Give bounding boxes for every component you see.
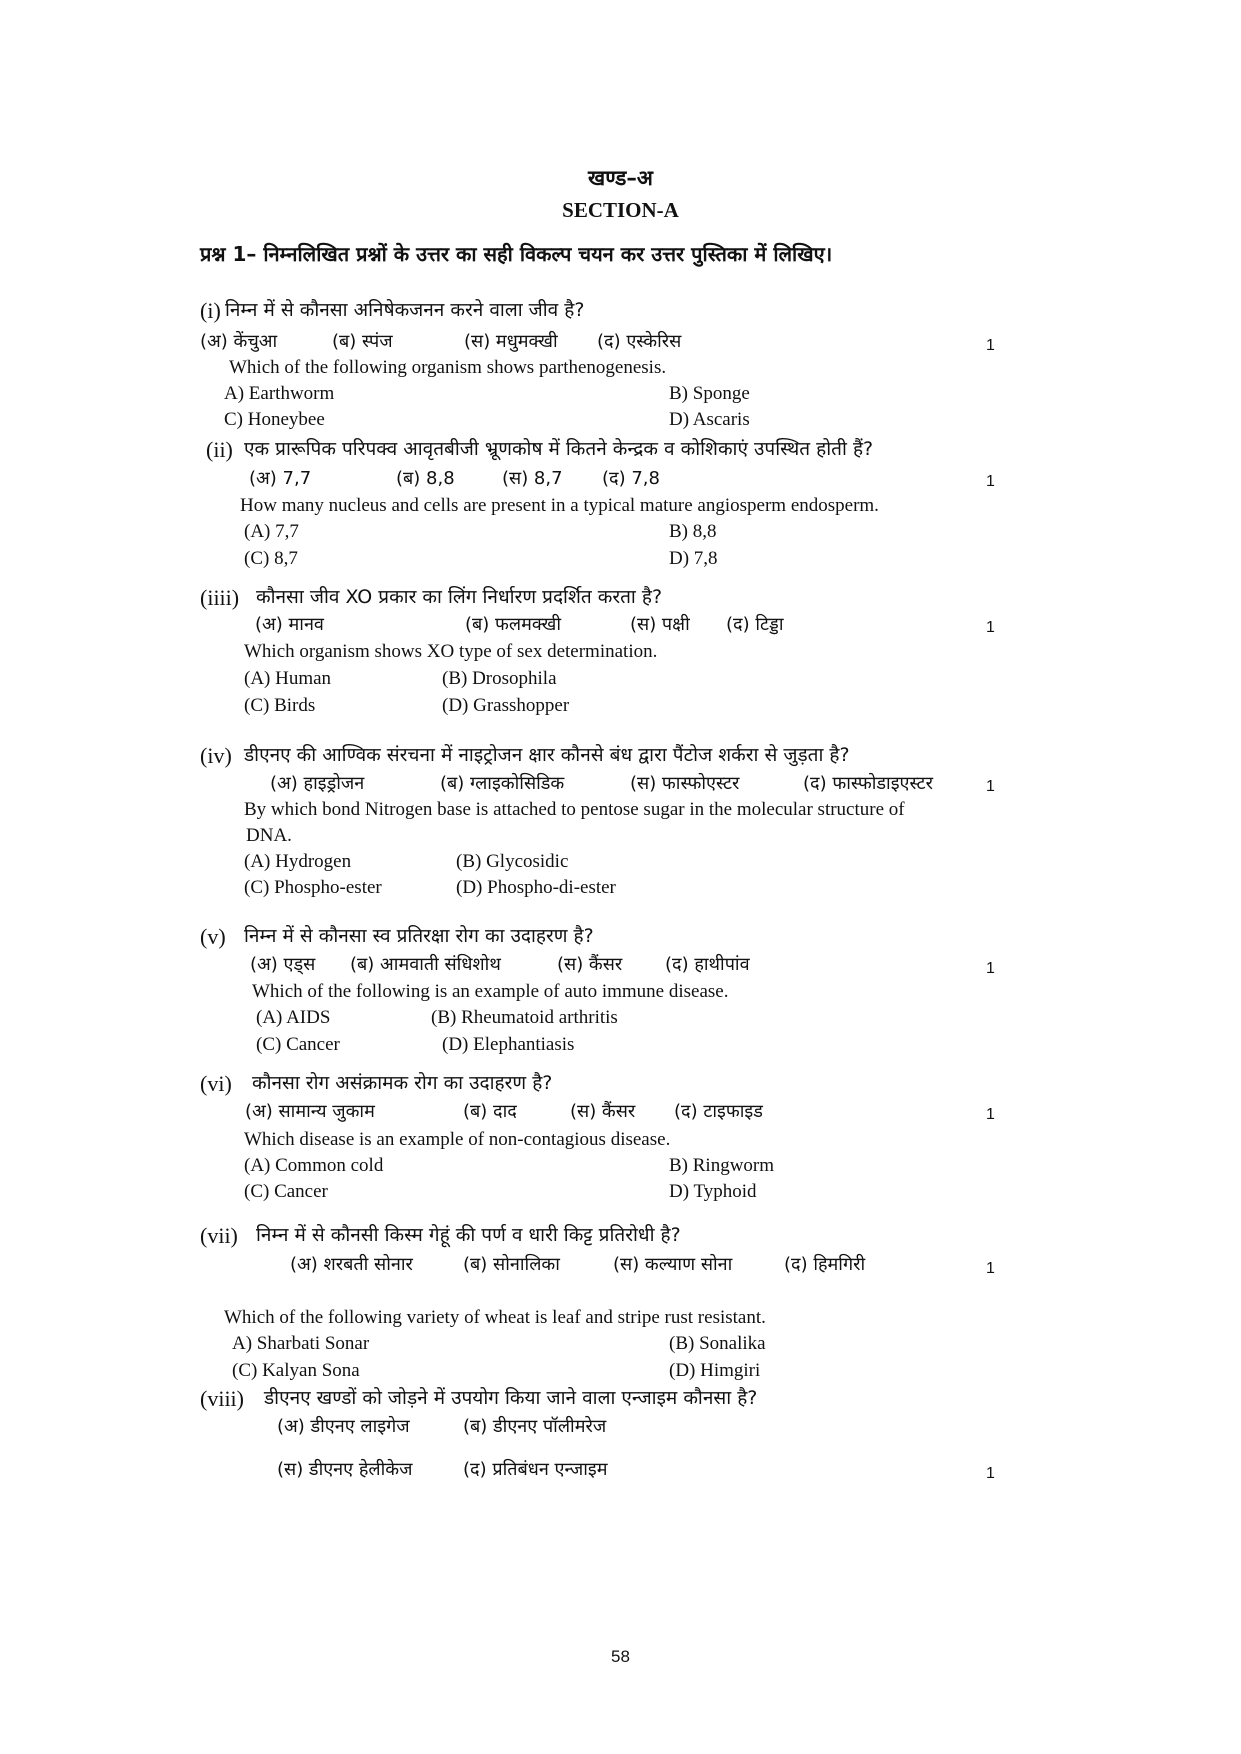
- option-english: (A) Hydrogen: [244, 851, 352, 872]
- option-hindi: (स) डीएनए हेलीकेज: [277, 1459, 413, 1480]
- option-hindi: (ब) ग्लाइकोसिडिक: [440, 773, 565, 794]
- marks: 1: [986, 337, 995, 354]
- question-number: (viii): [200, 1386, 244, 1411]
- option-english: (C) Birds: [244, 695, 316, 716]
- option-english: (C) Cancer: [256, 1034, 340, 1055]
- option-english: B) Sponge: [669, 383, 750, 404]
- option-hindi: (स) फास्फोएस्टर: [630, 773, 740, 794]
- option-english: A) Sharbati Sonar: [232, 1333, 370, 1354]
- option-hindi: (स) कल्याण सोना: [613, 1254, 733, 1275]
- option-hindi: (अ) डीएनए लाइगेज: [277, 1416, 410, 1437]
- marks: 1: [986, 778, 995, 795]
- question-text-english: Which disease is an example of non-contagious disease.: [244, 1129, 671, 1150]
- question-number: (iiii): [200, 585, 240, 610]
- option-hindi: (ब) आमवाती संधिशोथ: [350, 954, 501, 975]
- marks: 1: [986, 1260, 995, 1277]
- option-hindi: (द) टाइफाइड: [674, 1101, 763, 1122]
- option-english: D) Ascaris: [669, 409, 750, 430]
- marks: 1: [986, 619, 995, 636]
- option-english: (A) 7,7: [244, 521, 299, 542]
- question-text-hindi: कौनसा जीव XO प्रकार का लिंग निर्धारण प्रदर्शित करता है?: [256, 586, 663, 608]
- option-english: B) 8,8: [669, 521, 717, 542]
- question-text-hindi: निम्न में से कौनसा स्व प्रतिरक्षा रोग का उदाहरण है?: [244, 925, 594, 947]
- option-hindi: (ब) स्पंज: [332, 331, 393, 352]
- option-english: (B) Sonalika: [669, 1333, 766, 1354]
- question-text-hindi: डीएनए की आण्विक संरचना में नाइट्रोजन क्षार कौनसे बंध द्वारा पैंटोज शर्करा से जुड़ता है?: [244, 744, 850, 766]
- option-english: (A) Human: [244, 668, 332, 689]
- option-hindi: (स) 8,7: [502, 468, 563, 489]
- question-number: (i): [200, 298, 221, 323]
- option-hindi: (ब) दाद: [463, 1101, 517, 1122]
- question-text-english: Which of the following is an example of auto immune disease.: [252, 981, 729, 1002]
- option-english: (A) AIDS: [256, 1007, 331, 1028]
- option-hindi: (द) हिमगिरी: [784, 1254, 866, 1275]
- option-hindi: (द) हाथीपांव: [665, 954, 750, 975]
- instruction: प्रश्न 1– निम्नलिखित प्रश्नों के उत्तर का सही विकल्प चयन कर उत्तर पुस्तिका में लिखिए।: [200, 242, 833, 266]
- option-english: D) Typhoid: [669, 1181, 757, 1202]
- question-text-hindi: एक प्रारूपिक परिपक्व आवृतबीजी भ्रूणकोष में कितने केन्द्रक व कोशिकाएं उपस्थित होती हैं?: [244, 438, 874, 460]
- marks: 1: [986, 960, 995, 977]
- marks: 1: [986, 1106, 995, 1123]
- option-english: A) Earthworm: [224, 383, 335, 404]
- option-english: (D) Grasshopper: [442, 695, 570, 716]
- section-title-english: SECTION-A: [562, 198, 679, 222]
- option-hindi: (अ) शरबती सोनार: [290, 1254, 413, 1275]
- question-number: (vii): [200, 1223, 238, 1248]
- question-number: (v): [200, 924, 226, 949]
- question-text-english: Which organism shows XO type of sex determination.: [244, 641, 658, 662]
- question-text-hindi: कौनसा रोग असंक्रामक रोग का उदाहरण है?: [252, 1072, 553, 1094]
- question-text-english-continued: DNA.: [246, 825, 292, 846]
- section-title-hindi: खण्ड–अ: [588, 166, 653, 190]
- option-english: B) Ringworm: [669, 1155, 775, 1176]
- option-hindi: (अ) हाइड्रोजन: [270, 773, 365, 794]
- option-english: (B) Drosophila: [442, 668, 557, 689]
- option-hindi: (स) मधुमक्खी: [464, 331, 558, 352]
- option-english: (B) Rheumatoid arthritis: [431, 1007, 618, 1028]
- option-hindi: (ब) 8,8: [396, 468, 455, 489]
- option-hindi: (द) टिड्डा: [726, 614, 784, 635]
- option-english: (A) Common cold: [244, 1155, 384, 1176]
- option-hindi: (अ) सामान्य जुकाम: [245, 1101, 375, 1122]
- option-english: (D) Himgiri: [669, 1360, 761, 1381]
- question-text-english: By which bond Nitrogen base is attached to pentose sugar in the molecular structure of: [244, 799, 905, 820]
- option-english: (B) Glycosidic: [456, 851, 569, 872]
- option-hindi: (ब) डीएनए पॉलीमरेज: [463, 1416, 607, 1437]
- option-hindi: (द) फास्फोडाइएस्टर: [803, 773, 933, 794]
- option-english: (C) Kalyan Sona: [232, 1360, 360, 1381]
- question-number: (iv): [200, 743, 232, 768]
- option-english: (D) Phospho-di-ester: [456, 877, 616, 898]
- option-hindi: (अ) 7,7: [249, 468, 312, 489]
- option-hindi: (स) कैंसर: [570, 1101, 636, 1122]
- option-english: (C) 8,7: [244, 548, 298, 569]
- question-number: (vi): [200, 1071, 232, 1096]
- question-text-english: Which of the following variety of wheat is leaf and stripe rust resistant.: [224, 1307, 766, 1328]
- marks: 1: [986, 473, 995, 490]
- option-hindi: (ब) फलमक्खी: [465, 614, 561, 635]
- option-english: (C) Phospho-ester: [244, 877, 382, 898]
- option-hindi: (स) पक्षी: [630, 614, 690, 635]
- question-text-hindi: डीएनए खण्डों को जोड़ने में उपयोग किया जाने वाला एन्जाइम कौनसा है?: [264, 1387, 758, 1409]
- option-hindi: (द) प्रतिबंधन एन्जाइम: [463, 1459, 608, 1480]
- option-hindi: (अ) केंचुआ: [200, 331, 278, 352]
- option-english: C) Honeybee: [224, 409, 325, 430]
- option-english: D) 7,8: [669, 548, 718, 569]
- question-text-english: How many nucleus and cells are present in a typical mature angiosperm endosperm.: [240, 495, 879, 516]
- option-hindi: (द) 7,8: [602, 468, 660, 489]
- question-text-hindi: निम्न में से कौनसी किस्म गेहूं की पर्ण व धारी किट्ट प्रतिरोधी है?: [256, 1224, 681, 1246]
- option-english: (C) Cancer: [244, 1181, 328, 1202]
- marks: 1: [986, 1465, 995, 1482]
- option-hindi: (स) कैंसर: [557, 954, 623, 975]
- option-hindi: (ब) सोनालिका: [463, 1254, 560, 1275]
- option-english: (D) Elephantiasis: [442, 1034, 575, 1055]
- page-number: 58: [611, 1647, 630, 1666]
- option-hindi: (अ) एड्स: [250, 954, 316, 975]
- question-number: (ii): [206, 437, 233, 462]
- option-hindi: (अ) मानव: [255, 614, 324, 635]
- question-text-hindi: निम्न में से कौनसा अनिषेकजनन करने वाला जीव है?: [225, 299, 585, 321]
- question-text-english: Which of the following organism shows parthenogenesis.: [229, 357, 667, 378]
- option-hindi: (द) एस्केरिस: [597, 331, 682, 352]
